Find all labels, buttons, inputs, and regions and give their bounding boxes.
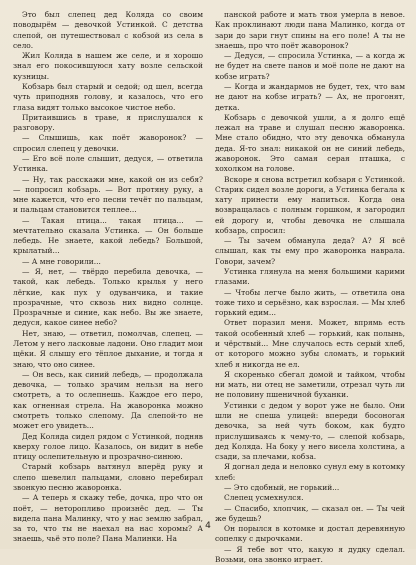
paragraph: — Ну, так расскажи мне, какой он из себя? — попросил кобзарь. — Вот протяну руку, а мне кажется, что его песни течёт по пальцам, и пальцам становится теплее... <box>13 174 206 215</box>
paragraph: панской работе и мать твоя умерла в невое. Как проклинают люди пана Малинко, когда от зари до зари гнут спины на его поле! А ты не знаешь, про что поёт жаворонок? <box>215 10 408 50</box>
paragraph: Кобзарь с девочкой ушли, а я долго ещё лежал на траве и слушал песню жаворонка. Мне стало обидно, что эту девочка обманула деда. Я-то знал: никакой он не синий лебедь, жаворонок. Это самая серая пташка, с хохолком на голове. <box>215 112 408 174</box>
paragraph: — А мне говорили... <box>22 256 101 266</box>
paragraph: Притаившись в траве, я прислушался к разговору. <box>13 112 206 133</box>
paragraph: — Я, нет, — твёрдо перебила девочка, — такой, как лебедь. Только крылья у него лёгкие, как пух у одуванчика, и такие прозрачные, что сквозь них видно солнце. Прозрачные и синие, как небо. Вы же знаете, дедуся, какое синее небо? <box>13 267 206 328</box>
paragraph: — А теперь я скажу тебе, дочка, про что он поёт, — неторопливо произнёс дед. — Ты видела пана Малинку, что у нас землю забрал, за то, что ты не наехал на нас хоромы? А знаешь, чьё это поле? Пана Малинки. На <box>13 493 206 544</box>
text-columns <box>13 10 406 565</box>
page-number: 4 <box>205 521 211 531</box>
paragraph: — Когда и жандармов не будет, тех, что вам не дают на кобзе играть? — Ах, не прогонят, детка. <box>215 81 408 112</box>
paragraph: Устинка глянула на меня большими карими глазами. <box>215 267 408 287</box>
paragraph: Нет, знаю, — ответил, помолчав, слепец. — Летом у него ласковые ладони. Оно гладит мои щёки. Я слышу его тёплое дыхание, и тогда я знаю, что оно синее. <box>13 328 206 369</box>
left-column <box>13 10 206 565</box>
paragraph: — Я тебе вот что, какую я дудку сделал. Возьми, она звонко играет. <box>215 544 408 564</box>
paragraph: Это был слепец дед Коляда со своим поводырём — девочкой Устинкой. С детства слепой, он путешествовал с кобзой из села в село. <box>13 10 206 50</box>
paragraph: Я догнал деда и неловко сунул ему в котомку хлеб: <box>215 462 408 482</box>
paragraph: — Дедуся, — спросила Устинка, — а когда ж не будет на свете панов и моё поле не дают на кобзе играть? <box>215 51 408 81</box>
paragraph: Жил Коляда в нашем же селе, и я хорошо знал его покосившуюся хату возле сельской кузницы. <box>13 51 206 81</box>
right-column <box>215 10 408 565</box>
paragraph: — Это сдобный, не горький... <box>224 482 340 492</box>
paragraph: Слепец усмехнулся. <box>224 493 304 503</box>
paragraph: Кобзарь был старый и седой; од шел, всегда чуть приподняв голову, и казалось, что его глаза видят только высокое чистое небо. <box>13 81 206 112</box>
paragraph: Я скоренько сбегал домой и тайком, чтобы ни мать, ни отец не заметили, отрезал чуть ли не половину пшеничной буханки. <box>215 369 408 400</box>
paragraph: — Слышишь, как поёт жаворонок? — спросил слепец у девочки. <box>13 133 206 153</box>
paragraph: — Он весь, как синий лебедь, — продолжала девочка, — только зрачим нельзя на него смотреть, а то ослепнешь. Каждое его перо, как огненная стрела. На жаворонка можно смотреть только слепому. Да слепой-то не может его увидеть... <box>13 369 206 431</box>
paragraph: Ответ поразил меня. Может, впрямь есть такой особенный хлеб — горький, как полынь, и чёрствый... Мне случалось есть серый хлеб, от которого можно зубы сломать, и горький хлеб я никогда не ел. <box>215 318 408 369</box>
paragraph: — Такая птица... такая птица... — мечтательно сказала Устинка. — Он больше лебедь. Не знаете, какой лебедь? Большой, крылатый... <box>13 215 206 256</box>
paragraph: Устинки с дедом у ворот уже не было. Они шли не спеша улицей: впереди босоногая девочка, за ней чуть боком, как будто прислушиваясь к чему-то, — слепой кобзарь, дед Коляда. На боку у него висела холстина, а сзади, за плечами, кобза. <box>215 400 408 462</box>
paragraph: Он порылся в котомке и достал деревянную сопелку с дырочками. <box>215 524 408 544</box>
paragraph: — Чтобы легче было жить, — ответила она тоже тихо и серьёзно, как взрослая. — Мы хлеб горький едим... <box>215 287 408 318</box>
paragraph: Дед Коляда сидел рядом с Устинкой, подняв кверху голое лицо. Казалось, он видит в небе птицу ослепительную и прозрачно-синюю. <box>13 431 206 462</box>
paragraph: Вскоре я снова встретил кобзаря с Устинкой. Старик сидел возле дороги, а Устинка бегала к хату принести ему напиться. Когда она возвращалась с полным горшком, я загородил ей дорогу и, чтобы девочка не слышала кобзарь, спросил: <box>215 174 408 235</box>
paragraph: — Спасибо, хлопчик, — сказал он. — Ты чей же будешь? <box>215 503 408 523</box>
paragraph: Старый кобзарь вытянул вперёд руку и слепо шевелил пальцами, словно перебирал звонкую песню жаворонка. <box>13 462 206 492</box>
paragraph: — Ты зачем обманула деда? А? Я всё слышал, как ты ему про жаворонка наврала. Говори, зачем? <box>215 236 408 266</box>
paragraph: — Его всё поле слышит, дедуся, — ответила Устинка. <box>13 153 206 174</box>
